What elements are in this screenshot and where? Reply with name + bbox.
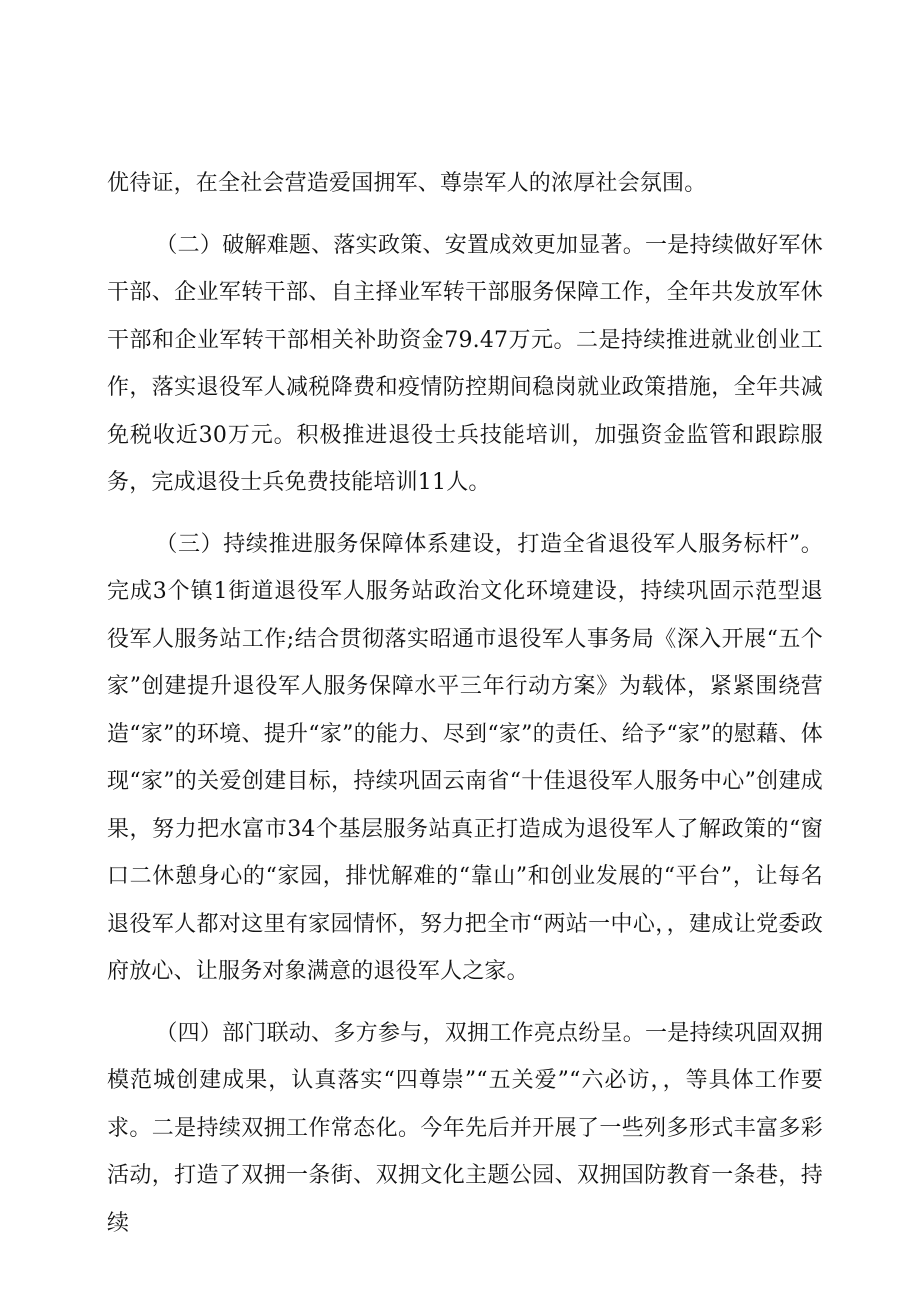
paragraph-gap [107,507,823,521]
document-body [107,160,823,1247]
paragraph-gap [107,208,823,222]
paragraph-section-three: （三）持续推进服务保障体系建设，打造全省退役军人服务标杆”。完成3个镇1街道退役军人服务站政治文化环境建设，持续巩固示范型退役军人服务站工作;结合贯彻落实昭通市退役军人事务局《深入开展“五个家”创建提升退役军人服务保障水平三年行动方案》为载体，紧紧围绕营造“家”的环境、提升“家”的能力、尽到“家”的责任、给予“家”的慰藉、体现“家”的关爱创建目标，持续巩固云南省“十佳退役军人服务中心”创建成果，努力把水富市34个基层服务站真正打造成为退役军人了解政策的“窗口二休憩身心的“家园，排忧解难的“靠山”和创业发展的“平台”，让每名退役军人都对这里有家园情怀，努力把全市“两站一中心，，建成让党委政府放心、让服务对象满意的退役军人之家。 [107,531,823,984]
paragraph-section-four: （四）部门联动、多方参与，双拥工作亮点纷呈。一是持续巩固双拥模范城创建成果，认真落实“四尊崇”“五关爱”“六必访，，等具体工作要求。二是持续双拥工作常态化。今年先后并开展了一些列多形式丰富多彩活动，打造了双拥一条街、双拥文化主题公园、双拥国防教育一条巷，持续 [107,1020,823,1236]
paragraph-gap [107,996,823,1010]
paragraph-section-two: （二）破解难题、落实政策、安置成效更加显著。一是持续做好军休干部、企业军转干部、自主择业军转干部服务保障工作，全年共发放军休干部和企业军转干部相关补助资金79.47万元。二是持续推进就业创业工作，落实退役军人减税降费和疫情防控期间稳岗就业政策措施，全年共减免税收近30万元。积极推进退役士兵技能培训，加强资金监管和跟踪服务，完成退役士兵免费技能培训11人。 [107,232,823,495]
paragraph-continuation: 优待证，在全社会营造爱国拥军、尊崇军人的浓厚社会氛围。 [107,171,707,196]
